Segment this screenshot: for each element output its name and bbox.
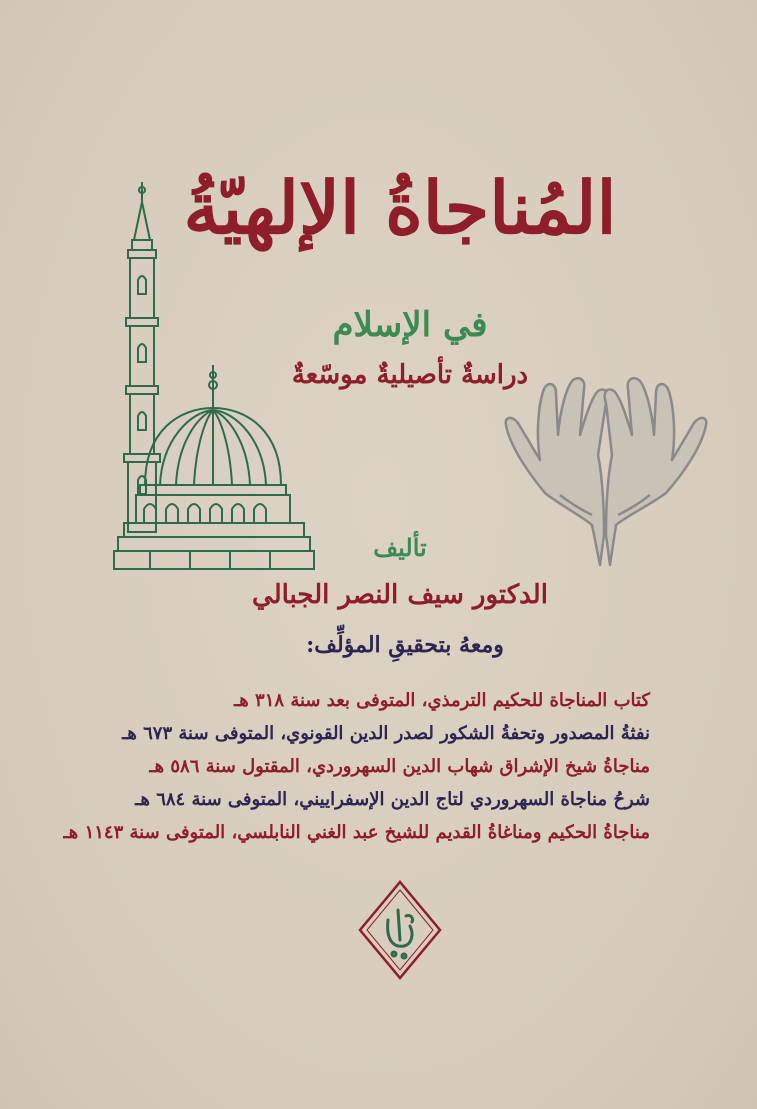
work-item-4: شرحُ مناجاة السهروردي لتاج الدين الإسفراييني، المتوفى سنة ٦٨٤ هـ [135, 789, 650, 810]
praying-hands-icon [500, 375, 710, 570]
book-description: دراسةٌ تأصيليةٌ موسّعةٌ [291, 360, 529, 390]
publisher-logo-icon [358, 880, 442, 980]
authorship-label: تأليف [373, 533, 427, 562]
book-title: المُناجاةُ الإلهيّةُ [183, 165, 617, 250]
book-subtitle: في الإسلام [332, 305, 488, 345]
work-item-5: مناجاةُ الحكيم ومناغاةُ القديم للشيخ عبد الغني النابلسي، المتوفى سنة ١١٤٣ هـ [63, 822, 650, 843]
work-item-3: مناجاةُ شيخ الإشراق شهاب الدين السهروردي، المقتول سنة ٥٨٦ هـ [149, 756, 650, 777]
author-name: الدكتور سيف النصر الجبالي [252, 580, 548, 610]
edited-works-label: ومعهُ بتحقيقِ المؤلِّف: [306, 632, 504, 658]
work-item-2: نفثةُ المصدور وتحفةُ الشكور لصدر الدين القونوي، المتوفى سنة ٦٧٣ هـ [122, 723, 650, 744]
work-item-1: كتاب المناجاة للحكيم الترمذي، المتوفى بعد سنة ٣١٨ هـ [234, 690, 650, 711]
